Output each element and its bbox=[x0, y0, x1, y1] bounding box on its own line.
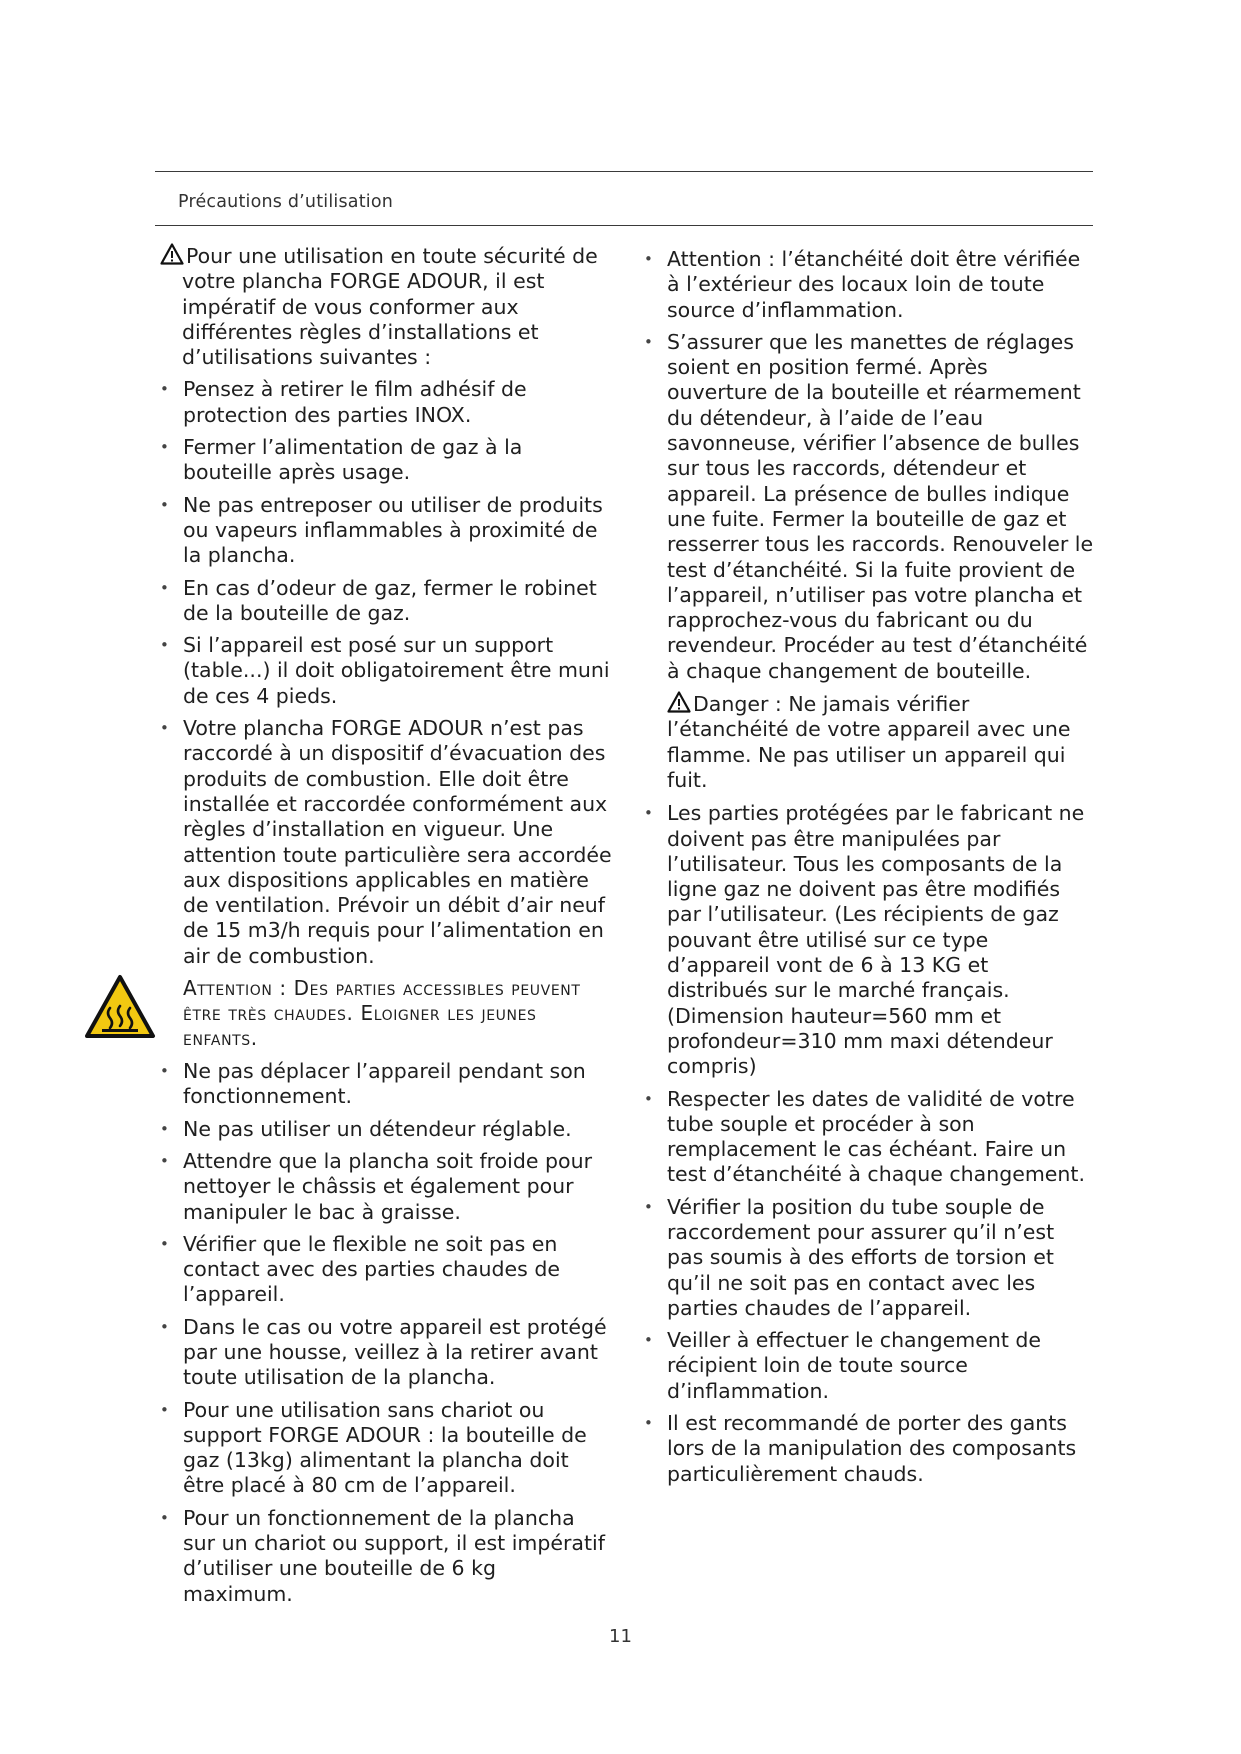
list-item: • Pensez à retirer le film adhésif de protection des parties INOX. bbox=[160, 377, 612, 428]
list-item: • Ne pas utiliser un détendeur réglable. bbox=[160, 1117, 612, 1142]
hot-surface-attention: Attention : Des parties accessibles peuvent être très chaudes. Eloigner les jeunes enfants. bbox=[183, 976, 581, 1051]
right-column bbox=[644, 247, 1094, 1494]
list-item: • Respecter les dates de validité de votre tube souple et procéder à son remplacement le cas échéant. Faire un test d’étanchéité à chaque changement. bbox=[644, 1087, 1094, 1188]
list-item: • Dans le cas ou votre appareil est protégé par une housse, veillez à la retirer avant toute utilisation de la plancha. bbox=[160, 1315, 612, 1391]
list-item: • Pour un fonctionnement de la plancha sur un chariot ou support, il est impératif d’utiliser une bouteille de 6 kg maximum. bbox=[160, 1506, 612, 1607]
hot-surface-warning-icon bbox=[84, 974, 156, 1040]
safety-intro bbox=[160, 243, 612, 370]
list-item: • Pour une utilisation sans chariot ou support FORGE ADOUR : la bouteille de gaz (13kg) alimentant la plancha doit être placé à 80 cm de l’appareil. bbox=[160, 1398, 612, 1499]
list-item: • Il est recommandé de porter des gants lors de la manipulation des composants particulièrement chauds. bbox=[644, 1411, 1094, 1487]
right-list-a bbox=[644, 247, 1094, 684]
header-top-rule bbox=[155, 171, 1093, 172]
section-header: Précautions d’utilisation bbox=[178, 192, 394, 212]
list-item: • Ne pas entreposer ou utiliser de produits ou vapeurs inflammables à proximité de la plancha. bbox=[160, 493, 612, 569]
intro-text: Pour une utilisation en toute sécurité de votre plancha FORGE ADOUR, il est impératif de vous conformer aux différentes règles d’installations et d’utilisations suivantes : bbox=[182, 244, 598, 370]
list-item: • S’assurer que les manettes de réglages soient en position fermé. Après ouverture de la bouteille et réarmement du détendeur, à l’aide de l’eau savonneuse, vérifier l’absence de bulles sur tous les raccords, détendeur et appareil. La présence de bulles indique une fuite. Fermer la bouteille de gaz et resserrer tous les raccords. Renouveler le test d’étanchéité. Si la fuite provient de l’appareil, n’utiliser pas votre plancha et rapprochez-vous du fabricant ou du revendeur. Procéder au test d’étanchéité à chaque changement de bouteille. bbox=[644, 330, 1094, 684]
danger-text: Danger : Ne jamais vérifier l’étanchéité de votre appareil avec une flamme. Ne pas utiliser un appareil qui fuit. bbox=[667, 692, 1071, 792]
list-item: • Vérifier que le flexible ne soit pas en contact avec des parties chaudes de l’appareil. bbox=[160, 1232, 612, 1308]
list-item: • Fermer l’alimentation de gaz à la bouteille après usage. bbox=[160, 435, 612, 486]
page-number: 11 bbox=[609, 1626, 632, 1647]
list-item: • Votre plancha FORGE ADOUR n’est pas raccordé à un dispositif d’évacuation des produits de combustion. Elle doit être installée et raccordée conformément aux règles d’installation en vigueur. Une attention toute particulière sera accordée aux dispositions applicables en matière de ventilation. Prévoir un débit d’air neuf de 15 m3/h requis pour l’alimentation en air de combustion. bbox=[160, 716, 612, 969]
warning-triangle-icon bbox=[160, 243, 184, 265]
list-item: • En cas d’odeur de gaz, fermer le robinet de la bouteille de gaz. bbox=[160, 576, 612, 627]
list-item: • Ne pas déplacer l’appareil pendant son fonctionnement. bbox=[160, 1059, 612, 1110]
left-list-b bbox=[160, 1059, 612, 1607]
header-bottom-rule bbox=[155, 225, 1093, 226]
list-item: • Vérifier la position du tube souple de raccordement pour assurer qu’il n’est pas soumis à des efforts de torsion et qu’il ne soit pas en contact avec les parties chaudes de l’appareil. bbox=[644, 1195, 1094, 1321]
warning-triangle-icon bbox=[667, 691, 691, 713]
danger-note bbox=[644, 691, 1094, 793]
left-column bbox=[160, 243, 612, 1614]
right-list-b bbox=[644, 801, 1094, 1487]
left-list-a bbox=[160, 377, 612, 969]
list-item: • Attendre que la plancha soit froide pour nettoyer le châssis et également pour manipuler le bac à graisse. bbox=[160, 1149, 612, 1225]
list-item: • Si l’appareil est posé sur un support (table...) il doit obligatoirement être muni de ces 4 pieds. bbox=[160, 633, 612, 709]
list-item: • Les parties protégées par le fabricant ne doivent pas être manipulées par l’utilisateur. Tous les composants de la ligne gaz ne doivent pas être modifiés par l’utilisateur. (Les récipients de gaz pouvant être utilisé sur ce type d’appareil vont de 6 à 13 KG et distribués sur le marché français. (Dimension hauteur=560 mm et profondeur=310 mm maxi détendeur compris) bbox=[644, 801, 1094, 1079]
list-item: • Veiller à effectuer le changement de récipient loin de toute source d’inflammation. bbox=[644, 1328, 1094, 1404]
list-item: • Attention : l’étanchéité doit être vérifiée à l’extérieur des locaux loin de toute source d’inflammation. bbox=[644, 247, 1094, 323]
